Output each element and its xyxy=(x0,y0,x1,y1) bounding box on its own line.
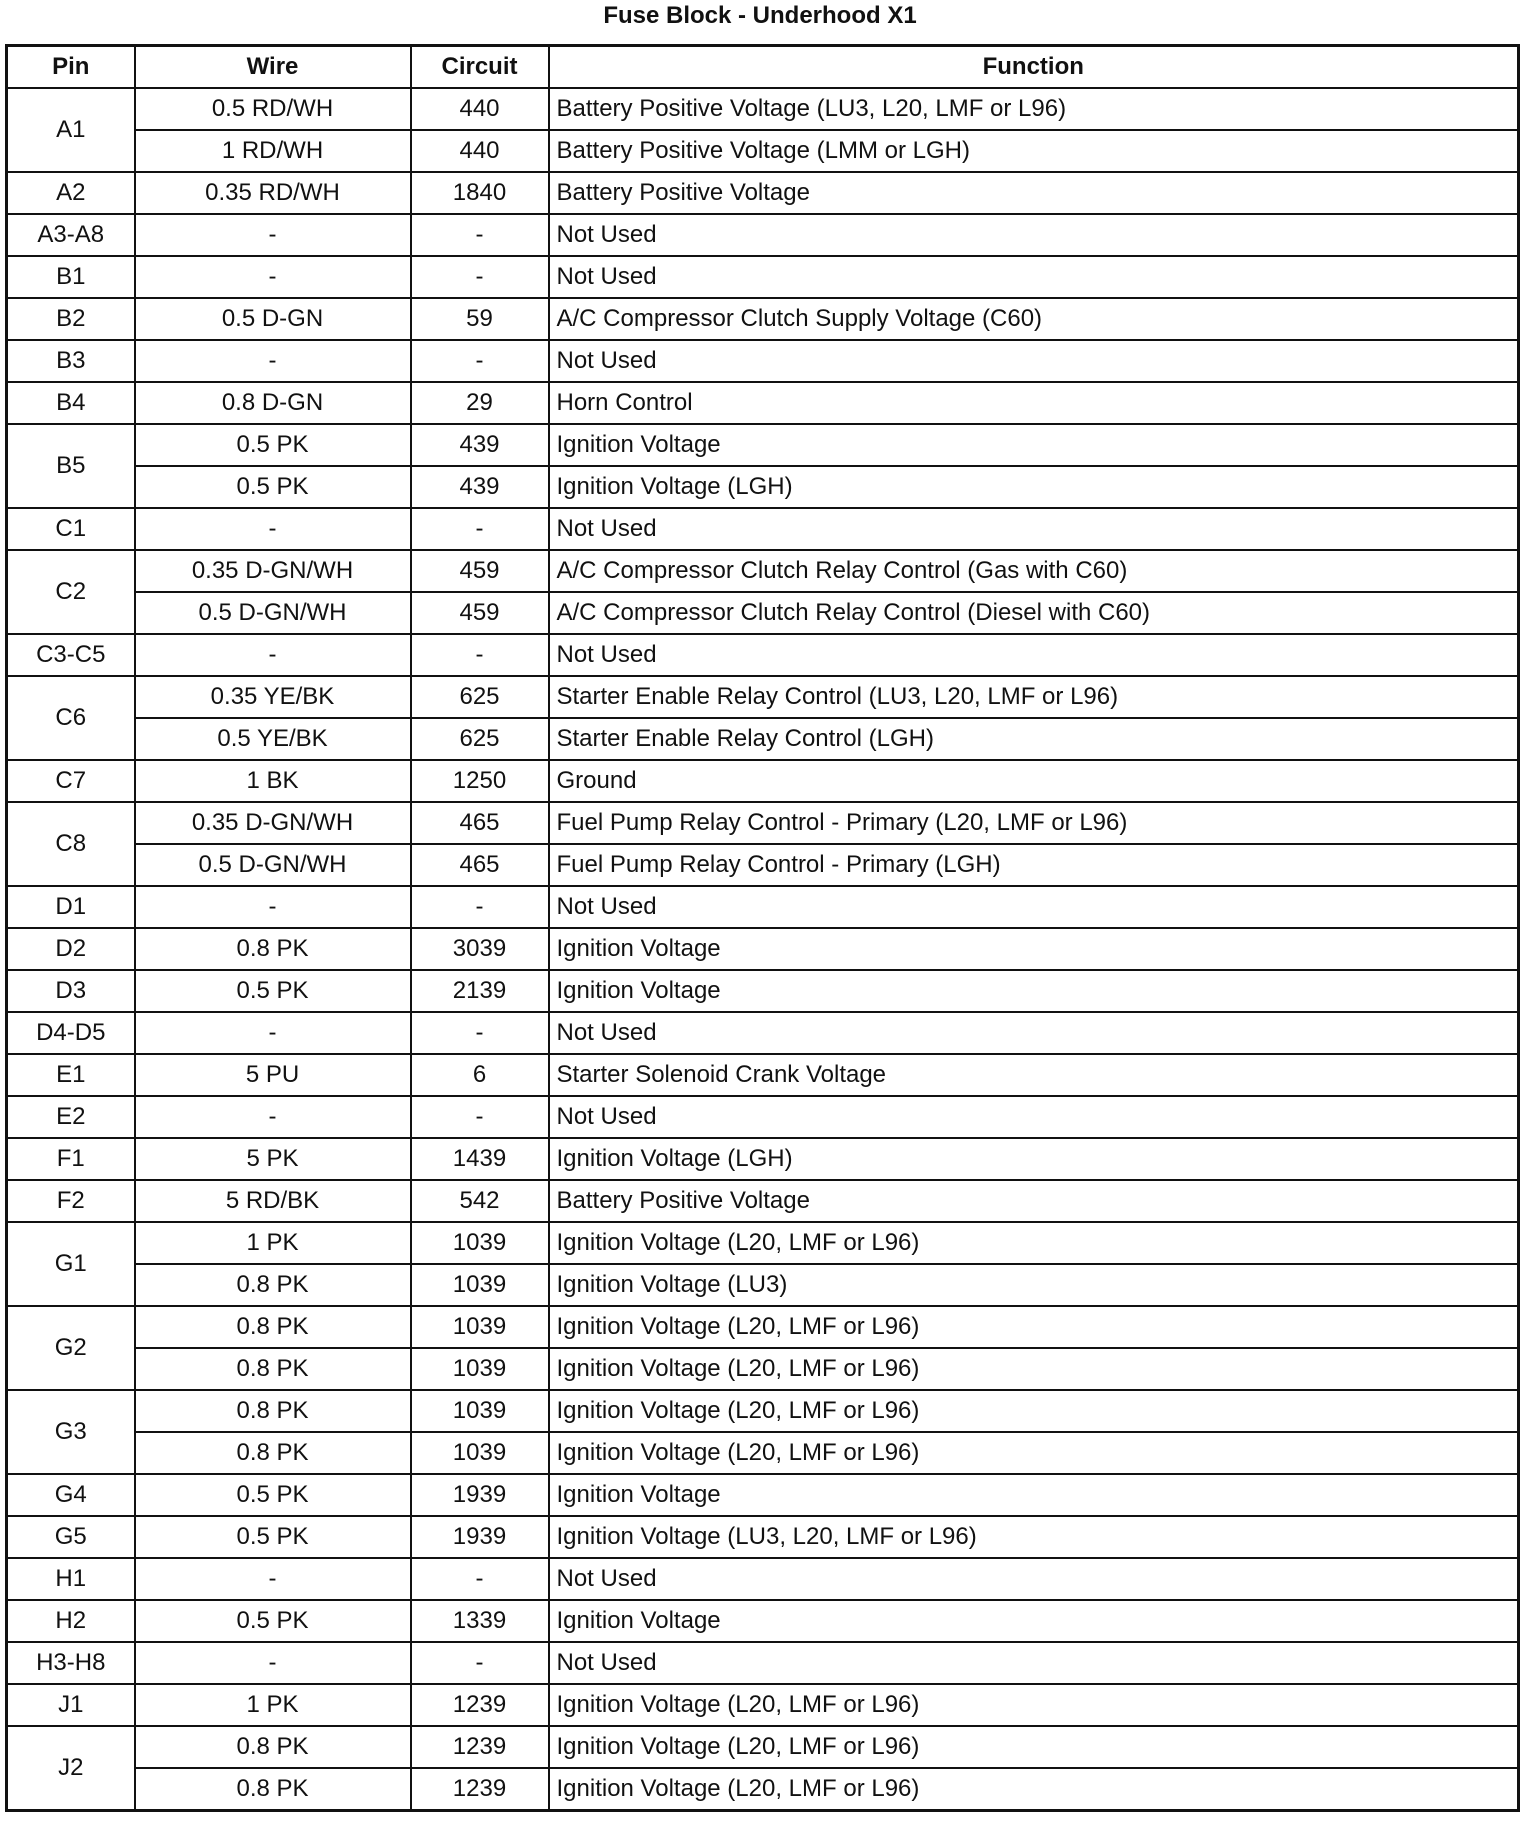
pin-cell: B2 xyxy=(7,298,135,340)
circuit-cell: - xyxy=(411,634,549,676)
function-cell: Ignition Voltage (LGH) xyxy=(549,466,1519,508)
table-row xyxy=(7,1264,1519,1306)
pin-cell: C2 xyxy=(7,550,135,634)
circuit-cell: 1339 xyxy=(411,1600,549,1642)
wire-cell: - xyxy=(135,214,411,256)
circuit-cell: 440 xyxy=(411,88,549,130)
wire-cell: 0.5 RD/WH xyxy=(135,88,411,130)
pin-cell: G4 xyxy=(7,1474,135,1516)
function-cell: Ignition Voltage (L20, LMF or L96) xyxy=(549,1222,1519,1264)
function-cell: Ignition Voltage xyxy=(549,1474,1519,1516)
wire-cell: 0.8 PK xyxy=(135,928,411,970)
circuit-cell: - xyxy=(411,1096,549,1138)
function-cell: Not Used xyxy=(549,1642,1519,1684)
wire-cell: 0.5 D-GN/WH xyxy=(135,844,411,886)
wire-cell: - xyxy=(135,1558,411,1600)
table-row xyxy=(7,718,1519,760)
circuit-cell: 542 xyxy=(411,1180,549,1222)
pin-cell: C1 xyxy=(7,508,135,550)
table-row xyxy=(7,1684,1519,1726)
circuit-cell: 465 xyxy=(411,844,549,886)
wire-cell: 0.5 PK xyxy=(135,1516,411,1558)
function-cell: Not Used xyxy=(549,1012,1519,1054)
wire-cell: 1 BK xyxy=(135,760,411,802)
function-cell: Ignition Voltage (L20, LMF or L96) xyxy=(549,1684,1519,1726)
table-row xyxy=(7,550,1519,592)
table-row xyxy=(7,508,1519,550)
pin-cell: F2 xyxy=(7,1180,135,1222)
pin-cell: C6 xyxy=(7,676,135,760)
table-row xyxy=(7,1054,1519,1096)
table-header-row xyxy=(7,46,1519,89)
pin-cell: D2 xyxy=(7,928,135,970)
wire-cell: - xyxy=(135,634,411,676)
function-cell: Ignition Voltage (L20, LMF or L96) xyxy=(549,1306,1519,1348)
pin-cell: A3-A8 xyxy=(7,214,135,256)
table-row xyxy=(7,1432,1519,1474)
function-cell: Ignition Voltage xyxy=(549,1600,1519,1642)
wire-cell: 0.35 D-GN/WH xyxy=(135,550,411,592)
wire-cell: - xyxy=(135,886,411,928)
pin-cell: H1 xyxy=(7,1558,135,1600)
table-row xyxy=(7,298,1519,340)
table-row xyxy=(7,256,1519,298)
wire-cell: 5 PU xyxy=(135,1054,411,1096)
wire-cell: 0.5 PK xyxy=(135,1600,411,1642)
table-row xyxy=(7,676,1519,718)
table-row xyxy=(7,1012,1519,1054)
function-cell: Ignition Voltage xyxy=(549,928,1519,970)
pin-cell: A1 xyxy=(7,88,135,172)
circuit-cell: 1939 xyxy=(411,1474,549,1516)
wire-cell: 5 PK xyxy=(135,1138,411,1180)
function-cell: Battery Positive Voltage (LU3, L20, LMF or L96) xyxy=(549,88,1519,130)
wire-cell: - xyxy=(135,1012,411,1054)
function-cell: Not Used xyxy=(549,256,1519,298)
circuit-cell: - xyxy=(411,508,549,550)
wire-cell: 0.5 PK xyxy=(135,424,411,466)
circuit-cell: 459 xyxy=(411,592,549,634)
function-cell: Ignition Voltage (L20, LMF or L96) xyxy=(549,1432,1519,1474)
table-row xyxy=(7,424,1519,466)
wire-cell: 0.5 D-GN xyxy=(135,298,411,340)
function-cell: Not Used xyxy=(549,508,1519,550)
circuit-cell: 6 xyxy=(411,1054,549,1096)
wire-cell: 1 PK xyxy=(135,1222,411,1264)
circuit-cell: 459 xyxy=(411,550,549,592)
function-cell: Ignition Voltage (LU3, L20, LMF or L96) xyxy=(549,1516,1519,1558)
circuit-cell: 59 xyxy=(411,298,549,340)
pin-cell: G5 xyxy=(7,1516,135,1558)
wire-cell: 0.5 D-GN/WH xyxy=(135,592,411,634)
circuit-cell: 1239 xyxy=(411,1768,549,1811)
function-cell: Not Used xyxy=(549,634,1519,676)
function-cell: Ignition Voltage (L20, LMF or L96) xyxy=(549,1726,1519,1768)
function-cell: Battery Positive Voltage xyxy=(549,1180,1519,1222)
wire-cell: 0.5 PK xyxy=(135,466,411,508)
wire-cell: 0.5 PK xyxy=(135,1474,411,1516)
function-cell: Battery Positive Voltage (LMM or LGH) xyxy=(549,130,1519,172)
pin-cell: C3-C5 xyxy=(7,634,135,676)
function-cell: Ignition Voltage xyxy=(549,424,1519,466)
wire-cell: - xyxy=(135,1096,411,1138)
pin-cell: G2 xyxy=(7,1306,135,1390)
pin-cell: B5 xyxy=(7,424,135,508)
wire-cell: 0.8 PK xyxy=(135,1264,411,1306)
function-cell: Starter Enable Relay Control (LGH) xyxy=(549,718,1519,760)
table-row xyxy=(7,1516,1519,1558)
function-cell: Horn Control xyxy=(549,382,1519,424)
table-row xyxy=(7,928,1519,970)
pin-cell: G3 xyxy=(7,1390,135,1474)
circuit-cell: 1039 xyxy=(411,1390,549,1432)
table-row xyxy=(7,844,1519,886)
wire-cell: - xyxy=(135,508,411,550)
table-row xyxy=(7,1558,1519,1600)
circuit-cell: - xyxy=(411,256,549,298)
circuit-cell: 1439 xyxy=(411,1138,549,1180)
table-row xyxy=(7,886,1519,928)
pin-cell: H3-H8 xyxy=(7,1642,135,1684)
function-cell: Fuel Pump Relay Control - Primary (LGH) xyxy=(549,844,1519,886)
wire-cell: 0.8 PK xyxy=(135,1432,411,1474)
function-cell: Ignition Voltage (LU3) xyxy=(549,1264,1519,1306)
table-row xyxy=(7,1222,1519,1264)
pin-cell: C8 xyxy=(7,802,135,886)
table-row xyxy=(7,382,1519,424)
wire-cell: 0.5 YE/BK xyxy=(135,718,411,760)
pin-cell: J2 xyxy=(7,1726,135,1811)
wire-cell: 0.8 PK xyxy=(135,1390,411,1432)
pin-cell: E2 xyxy=(7,1096,135,1138)
table-row xyxy=(7,1096,1519,1138)
function-cell: Ignition Voltage (L20, LMF or L96) xyxy=(549,1768,1519,1811)
pin-cell: D3 xyxy=(7,970,135,1012)
table-row xyxy=(7,172,1519,214)
wire-cell: 0.8 PK xyxy=(135,1768,411,1811)
circuit-cell: 625 xyxy=(411,718,549,760)
function-cell: Ignition Voltage (L20, LMF or L96) xyxy=(549,1348,1519,1390)
table-row xyxy=(7,214,1519,256)
header-pin: Pin xyxy=(7,46,135,89)
table-row xyxy=(7,1348,1519,1390)
pin-cell: E1 xyxy=(7,1054,135,1096)
pin-cell: D1 xyxy=(7,886,135,928)
function-cell: Ignition Voltage xyxy=(549,970,1519,1012)
pin-cell: H2 xyxy=(7,1600,135,1642)
circuit-cell: - xyxy=(411,214,549,256)
function-cell: Ignition Voltage (L20, LMF or L96) xyxy=(549,1390,1519,1432)
wire-cell: 1 RD/WH xyxy=(135,130,411,172)
document-title: Fuse Block - Underhood X1 xyxy=(603,2,917,29)
function-cell: Ignition Voltage (LGH) xyxy=(549,1138,1519,1180)
table-row xyxy=(7,466,1519,508)
wire-cell: 0.8 PK xyxy=(135,1348,411,1390)
pin-cell: B4 xyxy=(7,382,135,424)
wire-cell: 0.8 D-GN xyxy=(135,382,411,424)
function-cell: Fuel Pump Relay Control - Primary (L20, LMF or L96) xyxy=(549,802,1519,844)
circuit-cell: - xyxy=(411,1558,549,1600)
table-row xyxy=(7,1180,1519,1222)
pin-cell: F1 xyxy=(7,1138,135,1180)
circuit-cell: 3039 xyxy=(411,928,549,970)
function-cell: Not Used xyxy=(549,1096,1519,1138)
circuit-cell: 1239 xyxy=(411,1726,549,1768)
pin-cell: C7 xyxy=(7,760,135,802)
circuit-cell: - xyxy=(411,1012,549,1054)
wire-cell: 0.8 PK xyxy=(135,1726,411,1768)
table-body xyxy=(7,88,1519,1811)
wire-cell: - xyxy=(135,1642,411,1684)
pinout-table xyxy=(5,44,1520,1812)
circuit-cell: 625 xyxy=(411,676,549,718)
table-row xyxy=(7,1642,1519,1684)
pin-cell: B3 xyxy=(7,340,135,382)
table-row xyxy=(7,1600,1519,1642)
function-cell: A/C Compressor Clutch Relay Control (Diesel with C60) xyxy=(549,592,1519,634)
table-row xyxy=(7,1726,1519,1768)
function-cell: Starter Solenoid Crank Voltage xyxy=(549,1054,1519,1096)
table-row xyxy=(7,634,1519,676)
function-cell: A/C Compressor Clutch Supply Voltage (C60) xyxy=(549,298,1519,340)
circuit-cell: 1939 xyxy=(411,1516,549,1558)
function-cell: Starter Enable Relay Control (LU3, L20, LMF or L96) xyxy=(549,676,1519,718)
table-row xyxy=(7,802,1519,844)
wire-cell: - xyxy=(135,256,411,298)
function-cell: Not Used xyxy=(549,1558,1519,1600)
wire-cell: 5 RD/BK xyxy=(135,1180,411,1222)
circuit-cell: 465 xyxy=(411,802,549,844)
wire-cell: 0.8 PK xyxy=(135,1306,411,1348)
circuit-cell: - xyxy=(411,886,549,928)
pin-cell: D4-D5 xyxy=(7,1012,135,1054)
wire-cell: 0.35 RD/WH xyxy=(135,172,411,214)
table-row xyxy=(7,1768,1519,1811)
table-row xyxy=(7,592,1519,634)
wire-cell: 1 PK xyxy=(135,1684,411,1726)
function-cell: Not Used xyxy=(549,340,1519,382)
circuit-cell: 1039 xyxy=(411,1264,549,1306)
pin-cell: G1 xyxy=(7,1222,135,1306)
table-row xyxy=(7,1138,1519,1180)
table-row xyxy=(7,760,1519,802)
header-wire: Wire xyxy=(135,46,411,89)
wire-cell: 0.35 YE/BK xyxy=(135,676,411,718)
table-row xyxy=(7,88,1519,130)
table-row xyxy=(7,1390,1519,1432)
table-row xyxy=(7,130,1519,172)
header-function: Function xyxy=(549,46,1519,89)
circuit-cell: 439 xyxy=(411,466,549,508)
circuit-cell: 1039 xyxy=(411,1306,549,1348)
circuit-cell: 1039 xyxy=(411,1222,549,1264)
function-cell: Not Used xyxy=(549,214,1519,256)
circuit-cell: - xyxy=(411,340,549,382)
circuit-cell: 439 xyxy=(411,424,549,466)
table-row xyxy=(7,970,1519,1012)
header-circuit: Circuit xyxy=(411,46,549,89)
pin-cell: A2 xyxy=(7,172,135,214)
function-cell: Battery Positive Voltage xyxy=(549,172,1519,214)
wire-cell: - xyxy=(135,340,411,382)
function-cell: A/C Compressor Clutch Relay Control (Gas with C60) xyxy=(549,550,1519,592)
wire-cell: 0.5 PK xyxy=(135,970,411,1012)
circuit-cell: 1840 xyxy=(411,172,549,214)
circuit-cell: 2139 xyxy=(411,970,549,1012)
pin-cell: B1 xyxy=(7,256,135,298)
circuit-cell: 1039 xyxy=(411,1348,549,1390)
circuit-cell: 1039 xyxy=(411,1432,549,1474)
function-cell: Not Used xyxy=(549,886,1519,928)
table-row xyxy=(7,1474,1519,1516)
circuit-cell: - xyxy=(411,1642,549,1684)
pinout-table-container xyxy=(5,44,1520,1812)
wire-cell: 0.35 D-GN/WH xyxy=(135,802,411,844)
circuit-cell: 440 xyxy=(411,130,549,172)
function-cell: Ground xyxy=(549,760,1519,802)
circuit-cell: 1250 xyxy=(411,760,549,802)
circuit-cell: 1239 xyxy=(411,1684,549,1726)
table-row xyxy=(7,1306,1519,1348)
pin-cell: J1 xyxy=(7,1684,135,1726)
circuit-cell: 29 xyxy=(411,382,549,424)
table-row xyxy=(7,340,1519,382)
